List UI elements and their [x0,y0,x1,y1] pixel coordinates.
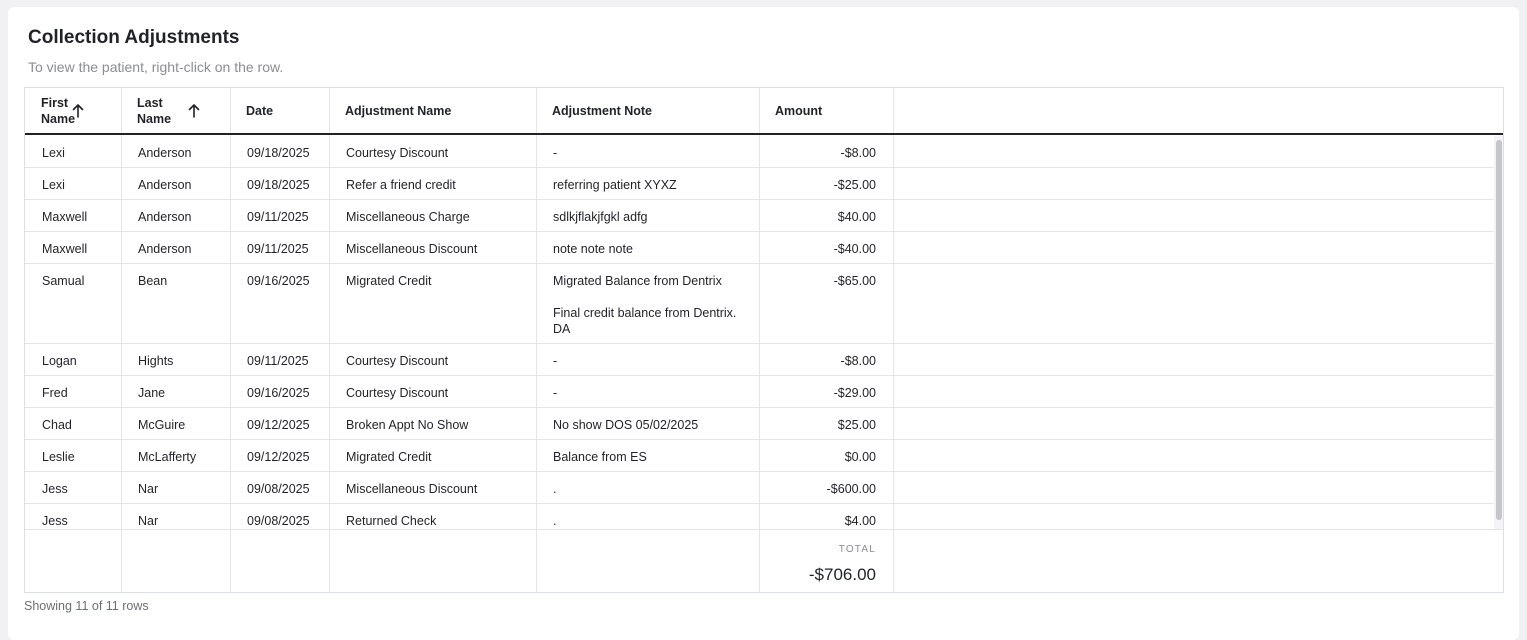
row-divider-extension [893,231,1495,232]
cell-last: Anderson [138,210,192,224]
column-header-label-line: First [41,95,69,110]
table-row[interactable] [25,376,893,408]
cell-amount: -$8.00 [840,354,876,368]
cell-last: Nar [138,482,159,496]
cell-last: Bean [138,274,168,288]
scrollbar-thumb[interactable] [1496,140,1502,520]
column-header-label [246,103,273,119]
cell-amount: $25.00 [837,418,876,432]
row-divider-extension [893,407,1495,408]
cell-date: 09/12/2025 [247,450,310,464]
collection-adjustments-card [8,7,1519,640]
cell-adj-name: Miscellaneous Discount [346,482,478,496]
cell-date: 09/12/2025 [247,418,310,432]
cell-first: Fred [42,386,68,400]
cell-adj-note [553,513,746,529]
adjustment-note-line: Final credit balance from Dentrix. DA [553,306,737,336]
cell-adj-note [553,177,746,193]
table-body [25,136,1503,529]
cell-adj-note [553,417,746,433]
cell-amount: $4.00 [844,514,876,528]
table-row[interactable] [25,440,893,472]
vertical-scrollbar[interactable] [1494,136,1503,529]
cell-first: Lexi [42,146,65,160]
cell-date: 09/08/2025 [247,514,310,528]
cell-adj-name: Returned Check [346,514,437,528]
table-row[interactable] [25,200,893,232]
adjustment-note-line: - [553,354,558,368]
row-count-status: Showing 11 of 11 rows [24,599,149,613]
column-header-first[interactable] [25,88,121,133]
row-divider-extension [893,439,1495,440]
table-row[interactable] [25,232,893,264]
cell-last: Jane [138,386,166,400]
cell-adj-note [553,449,746,465]
cell-adj-name: Courtesy Discount [346,386,449,400]
cell-first: Logan [42,354,77,368]
row-divider-extension [893,343,1495,344]
cell-amount: -$40.00 [833,242,876,256]
row-divider-extension [893,167,1495,168]
footer-divider [25,592,893,593]
cell-last: Nar [138,514,159,528]
adjustment-note-line: Balance from ES [553,450,647,464]
cell-adj-name: Miscellaneous Discount [346,242,478,256]
cell-adj-note [553,209,746,225]
table-row[interactable] [25,504,893,529]
table-row[interactable] [25,472,893,504]
page-subtitle: To view the patient, right-click on the row. [28,59,284,75]
cell-first: Samual [42,274,85,288]
column-header-label [552,103,652,119]
column-header-last[interactable] [121,88,230,133]
cell-date: 09/16/2025 [247,386,310,400]
cell-first: Maxwell [42,242,88,256]
column-header-adj-name[interactable] [329,88,536,133]
cell-date: 09/18/2025 [247,146,310,160]
column-header-amount[interactable] [759,88,893,133]
adjustments-table [24,87,1504,593]
cell-adj-note [553,481,746,497]
table-row[interactable] [25,168,893,200]
sort-ascending-icon[interactable] [187,103,201,119]
cell-first: Lexi [42,178,65,192]
cell-amount: $40.00 [837,210,876,224]
column-header-label [41,95,75,127]
table-header [25,88,1503,135]
table-row[interactable] [25,136,893,168]
cell-date: 09/18/2025 [247,178,310,192]
column-header-label-line: Date [246,103,274,118]
row-divider-extension [893,375,1495,376]
cell-last: McGuire [138,418,186,432]
page-title: Collection Adjustments [28,27,240,48]
cell-amount: -$25.00 [833,178,876,192]
column-header-label-line: Name [41,111,76,126]
cell-adj-name: Migrated Credit [346,274,432,288]
cell-last: Anderson [138,178,192,192]
cell-adj-name: Miscellaneous Charge [346,210,470,224]
cell-adj-name: Migrated Credit [346,450,432,464]
cell-date: 09/08/2025 [247,482,310,496]
cell-last: Anderson [138,242,192,256]
cell-last: McLafferty [138,450,197,464]
adjustment-note-line: - [553,146,558,160]
column-header-label-line: Adjustment Name [345,103,452,118]
cell-date: 09/11/2025 [247,354,309,368]
row-divider-extension [893,503,1495,504]
column-header-label-line: Amount [775,103,823,118]
cell-date: 09/16/2025 [247,274,310,288]
adjustment-note-line: note note note [553,242,633,256]
adjustment-note-line: Migrated Balance from Dentrix [553,274,722,288]
cell-amount: -$600.00 [826,482,876,496]
sort-ascending-icon[interactable] [71,103,85,119]
adjustment-note-line: . [553,482,557,496]
adjustment-note-line: . [553,514,557,528]
column-header-label [137,95,171,127]
cell-last: Anderson [138,146,192,160]
cell-adj-name: Courtesy Discount [346,146,449,160]
cell-adj-name: Broken Appt No Show [346,418,469,432]
cell-last: Hights [138,354,174,368]
cell-date: 09/11/2025 [247,242,309,256]
cell-amount: $0.00 [844,450,876,464]
column-header-label-line: Name [137,111,172,126]
row-divider-extension [893,199,1495,200]
cell-adj-name: Courtesy Discount [346,354,449,368]
cell-adj-note [553,385,746,401]
total-label: TOTAL [838,544,876,555]
column-header-label-line: Last [137,95,163,110]
cell-adj-name: Refer a friend credit [346,178,456,192]
cell-first: Leslie [42,450,75,464]
row-divider-extension [893,471,1495,472]
column-header-date[interactable] [230,88,329,133]
cell-first: Chad [42,418,72,432]
cell-amount: -$8.00 [840,146,876,160]
cell-first: Maxwell [42,210,88,224]
table-row[interactable] [25,408,893,440]
adjustment-note-line: sdlkjflakjfgkl adfg [553,210,648,224]
cell-date: 09/11/2025 [247,210,309,224]
adjustment-note-line: referring patient XYXZ [553,178,677,192]
cell-amount: -$29.00 [833,386,876,400]
table-row[interactable] [25,344,893,376]
row-divider-extension [893,263,1495,264]
table-row[interactable] [25,264,893,344]
cell-adj-note [553,273,746,337]
cell-amount: -$65.00 [833,274,876,288]
column-header-label [775,103,822,119]
cell-adj-note [553,241,746,257]
adjustment-note-line: - [553,386,558,400]
adjustment-note-line: No show DOS 05/02/2025 [553,418,699,432]
column-header-label-line: Adjustment Note [552,103,652,118]
column-header-label [345,103,451,119]
column-header-adj-note[interactable] [536,88,759,133]
cell-first: Jess [42,514,68,528]
cell-first: Jess [42,482,68,496]
cell-adj-note [553,353,746,369]
table-footer [25,529,1503,593]
total-value: -$706.00 [808,565,876,584]
cell-adj-note [553,145,746,161]
